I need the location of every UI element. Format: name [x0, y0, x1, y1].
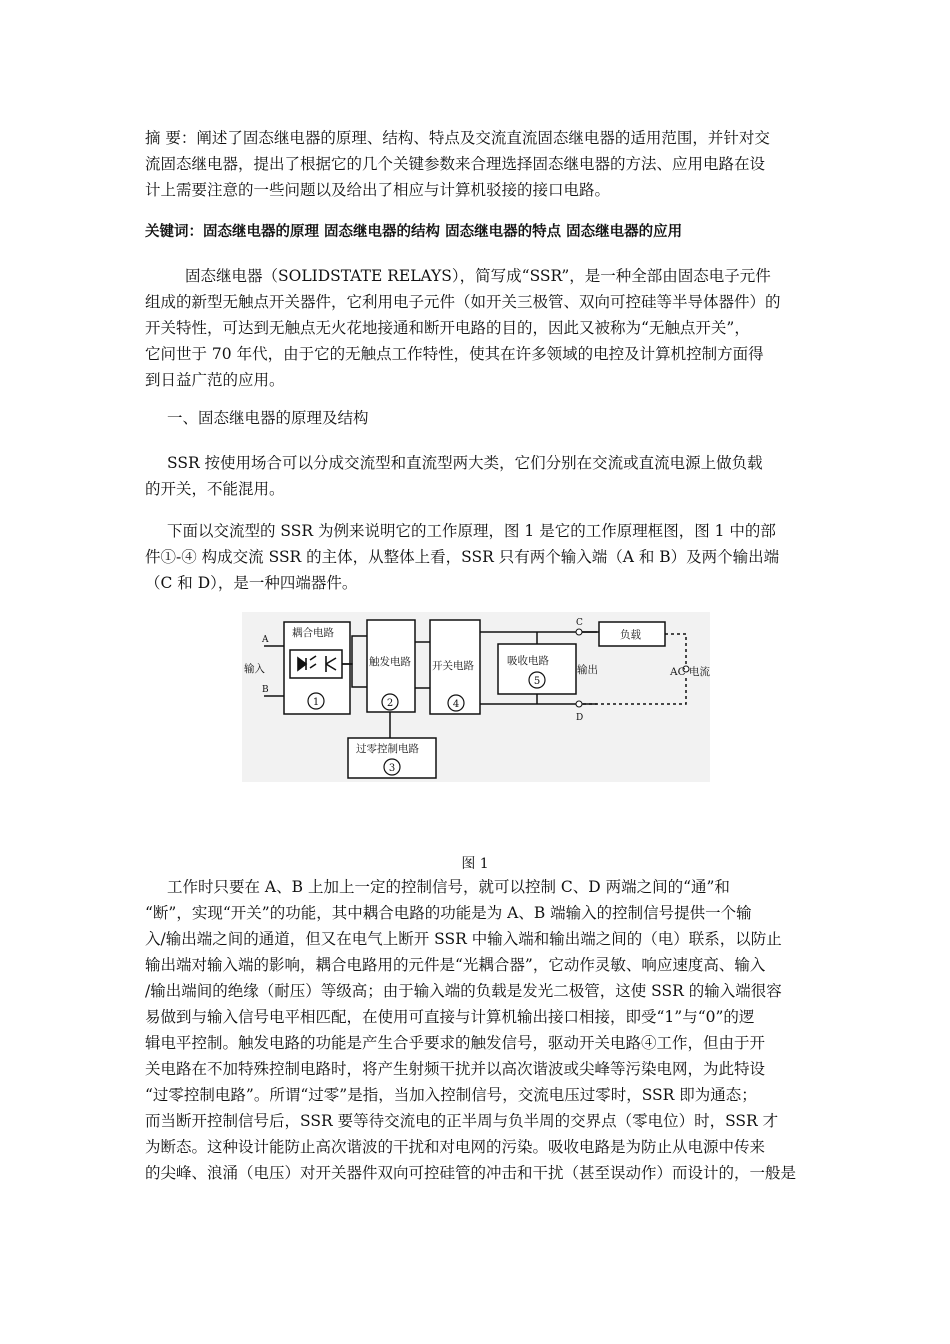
body-line: 工作时只要在 A、B 上加上一定的控制信号，就可以控制 C、D 两端之间的“通”和 [167, 878, 730, 896]
terminal-d-label: D [576, 713, 584, 723]
body-line: 辑电平控制。触发电路的功能是产生合乎要求的触发信号，驱动开关电路④工作，但由于开 [145, 1034, 766, 1052]
intro-line: 它问世于 70 年代，由于它的无触点工作特性，使其在许多领域的电控及计算机控制方面得 [145, 345, 764, 363]
coupling-label: 耦合电路 [292, 627, 334, 639]
intro-line: 固态继电器（SOLIDSTATE RELAYS），简写成“SSR”，是一种全部由固态电子元件 [185, 267, 771, 285]
body-line: 易做到与输入信号电平相匹配，在使用可直接与计算机输出接口相接，即受“1”与“0”的逻 [145, 1008, 755, 1026]
example-line: 下面以交流型的 SSR 为例来说明它的工作原理，图 1 是它的工作原理框图，图 1 中的部 [167, 522, 776, 540]
figure-caption: 图 1 [461, 856, 489, 872]
body-line: /输出端间的绝缘（耐压）等级高；由于输入端的负载是发光二极管，这使 SSR 的输入端很容 [145, 982, 782, 1000]
abstract-line: 流固态继电器，提出了根据它的几个关键参数来合理选择固态继电器的方法、应用电路在设 [145, 155, 766, 173]
input-label: 输入 [244, 663, 265, 675]
body-line: 而当断开控制信号后，SSR 要等待交流电的正半周与负半周的交界点（零电位）时，SSR 才 [145, 1112, 779, 1130]
absorb-label: 吸收电路 [507, 655, 549, 667]
example-line: （C 和 D），是一种四端器件。 [145, 574, 358, 592]
ssr-block-diagram [242, 612, 710, 782]
abstract-line: 摘 要：阐述了固态继电器的原理、结构、特点及交流直流固态继电器的适用范围，并针对交 [145, 129, 770, 147]
ac-current-label: AC 电流 [670, 666, 710, 678]
load-label: 负载 [620, 629, 641, 641]
body-line: 的尖峰、浪涌（电压）对开关器件双向可控硅管的冲击和干扰（甚至误动作）而设计的，一般是 [145, 1164, 797, 1182]
terminal-a-label: A [262, 635, 269, 645]
body-line: 入/输出端之间的通道，但又在电气上断开 SSR 中输入端和输出端之间的（电）联系，以防止 [145, 930, 782, 948]
intro-line: 开关特性，可达到无触点无火花地接通和断开电路的目的，因此又被称为“无触点开关”， [145, 319, 750, 337]
intro-line: 到日益广范的应用。 [145, 371, 285, 389]
body-line: 输出端对输入端的影响，耦合电路用的元件是“光耦合器”，它动作灵敏、响应速度高、输入 [145, 956, 766, 974]
circle-number-1: 1 [312, 697, 320, 708]
terminal-b-label: B [262, 685, 269, 695]
circle-number-5: 5 [533, 676, 541, 687]
example-line: 件①-④ 构成交流 SSR 的主体，从整体上看，SSR 只有两个输入端（A 和 B）及两个输出端 [145, 548, 780, 566]
body-line: “过零控制电路”。所谓“过零”是指，当加入控制信号，交流电压过零时，SSR 即为通态； [145, 1086, 757, 1104]
switch-label: 开关电路 [432, 660, 474, 672]
circle-number-2: 2 [386, 698, 394, 709]
types-line: SSR 按使用场合可以分成交流型和直流型两大类，它们分别在交流或直流电源上做负载 [167, 454, 763, 472]
body-line: 为断态。这种设计能防止高次谐波的干扰和对电网的污染。吸收电路是为防止从电源中传来 [145, 1138, 766, 1156]
types-line: 的开关，不能混用。 [145, 480, 285, 498]
body-line: “断”，实现“开关”的功能，其中耦合电路的功能是为 A、B 端输入的控制信号提供一个输 [145, 904, 752, 922]
trigger-label: 触发电路 [369, 656, 411, 668]
circle-number-4: 4 [452, 699, 460, 710]
section-heading: 一、固态继电器的原理及结构 [167, 409, 369, 427]
circle-number-3: 3 [388, 763, 396, 774]
terminal-c-label: C [576, 618, 583, 628]
output-label: 输出 [577, 664, 598, 676]
intro-line: 组成的新型无触点开关器件，它利用电子元件（如开关三极管、双向可控硅等半导体器件）的 [145, 293, 781, 311]
abstract-line: 计上需要注意的一些问题以及给出了相应与计算机驳接的接口电路。 [145, 181, 611, 199]
zero-crossing-label: 过零控制电路 [356, 743, 419, 755]
body-line: 关电路在不加特殊控制电路时，将产生射频干扰并以高次谐波或尖峰等污染电网，为此特设 [145, 1060, 766, 1078]
keywords: 关键词：固态继电器的原理 固态继电器的结构 固态继电器的特点 固态继电器的应用 [145, 224, 683, 240]
